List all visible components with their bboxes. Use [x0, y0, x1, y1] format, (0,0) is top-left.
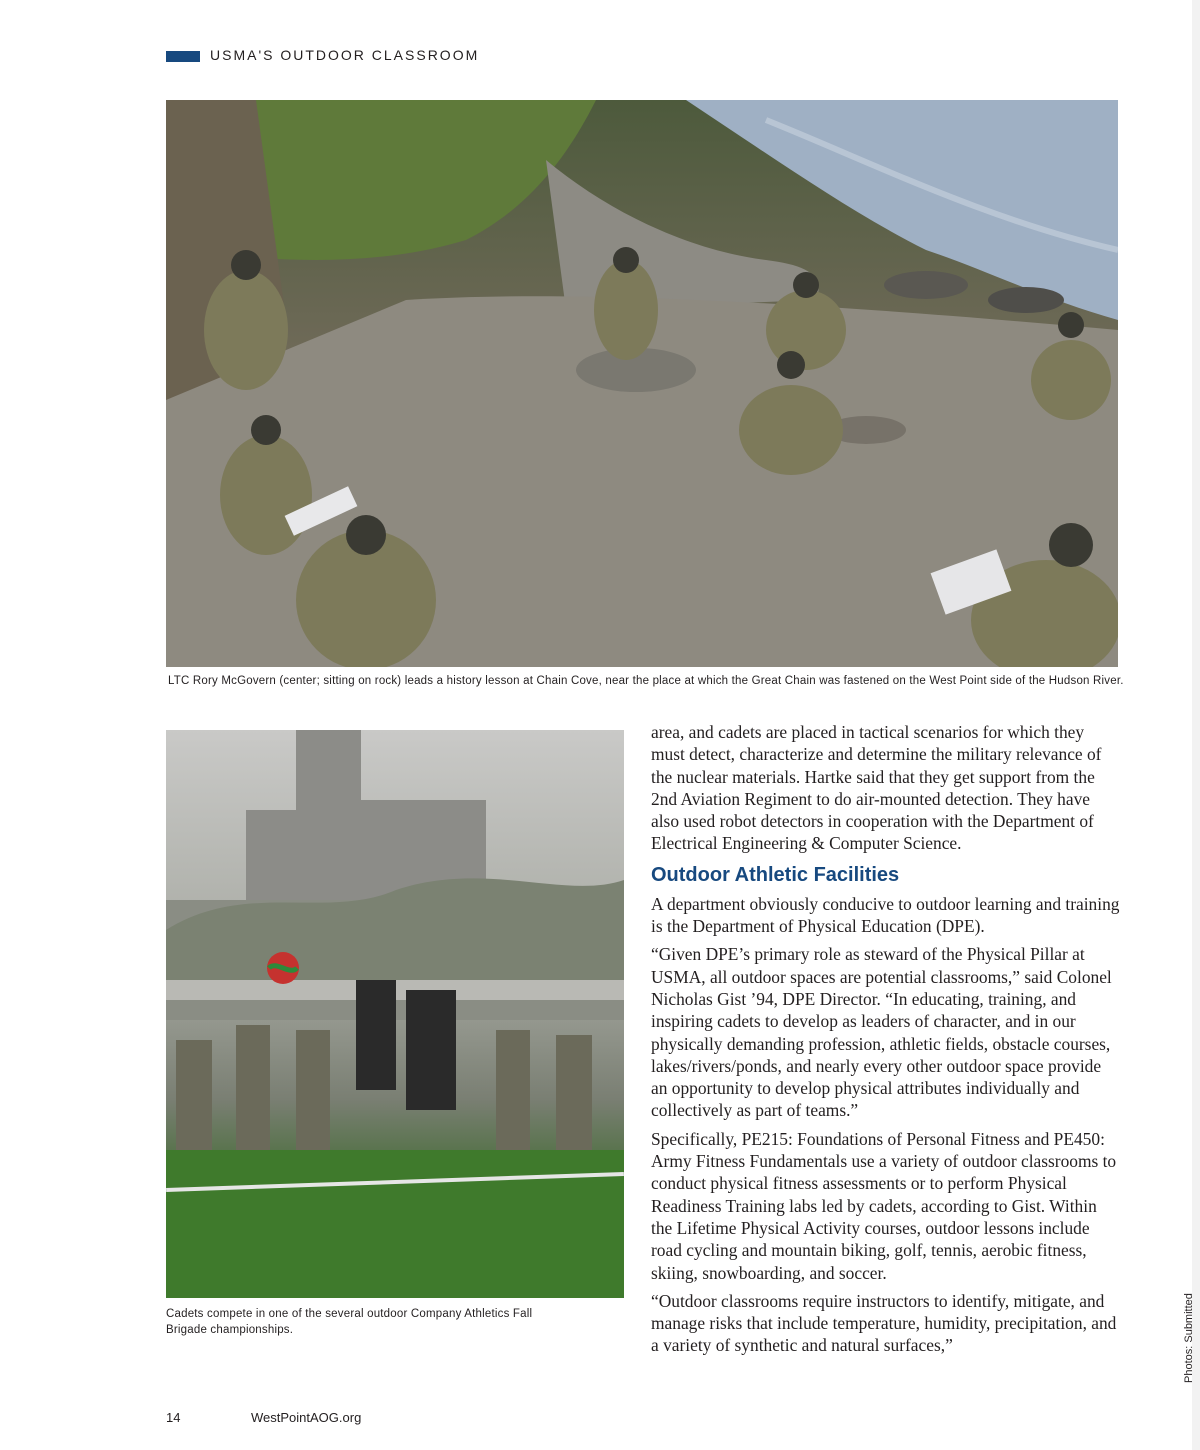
- article-paragraph: Specifically, PE215: Foundations of Personal Fitness and PE450: Army Fitness Fundamentals use a variety of outdoor classrooms to conduct physical fitness assessments or to perform Physical Readiness Training labs led by cadets, according to Gist. Within the Lifetime Physical Activity courses, outdoor lessons include road cycling and mountain biking, golf, tennis, aerobic fitness, skiing, snowboarding, and soccer.: [651, 1128, 1117, 1283]
- article-paragraph: “Outdoor classrooms require instructors to identify, mitigate, and manage risks that include temperature, humidity, precipitation, and a variety of synthetic and natural surfaces,”: [651, 1290, 1117, 1356]
- article-column: [651, 721, 1121, 1363]
- section-marker-bar: [166, 51, 200, 62]
- chain-cove-photo: [166, 100, 1118, 667]
- article-paragraph: “Given DPE’s primary role as steward of the Physical Pillar at USMA, all outdoor spaces are potential classrooms,” said Colonel Nicholas Gist ’94, DPE Director. “In educating, training, and inspiring cadets to develop as leaders of character, and in our physically demanding profession, athletic fields, obstacle courses, lakes/rivers/ponds, and nearly every other outdoor space provide an opportunity to develop physical attributes individually and collectively as part of teams.”: [651, 944, 1112, 1121]
- article-paragraph: A department obviously conducive to outdoor learning and training is the Department of Physical Education (DPE).: [651, 893, 1120, 937]
- footer-website: WestPointAOG.org: [251, 1410, 362, 1425]
- chain-cove-photo-illustration: [166, 100, 1118, 667]
- page-edge-shadow: [1192, 0, 1200, 1450]
- left-photo-caption: Cadets compete in one of the several outdoor Company Athletics Fall Brigade championships.: [166, 1308, 533, 1336]
- page-number: 14: [166, 1410, 181, 1425]
- athletics-photo: [166, 730, 624, 1298]
- photo-credit: Photos: Submitted: [1183, 1293, 1195, 1383]
- article-paragraph: area, and cadets are placed in tactical scenarios for which they must detect, characterize and determine the military relevance of the nuclear materials. Hartke said that they get support from the 2nd Aviation Regiment to do air-mounted detection. They have also used robot detectors in cooperation with the Department of Electrical Engineering & Computer Science.: [651, 722, 1102, 854]
- section-subheading: Outdoor Athletic Facilities: [651, 863, 900, 886]
- athletics-photo-illustration: [166, 730, 624, 1298]
- top-photo-caption: LTC Rory McGovern (center; sitting on rock) leads a history lesson at Chain Cove, near the place at which the Great Chain was fastened on the West Point side of the Hudson River.: [168, 675, 1124, 687]
- section-title: USMA'S OUTDOOR CLASSROOM: [210, 47, 480, 63]
